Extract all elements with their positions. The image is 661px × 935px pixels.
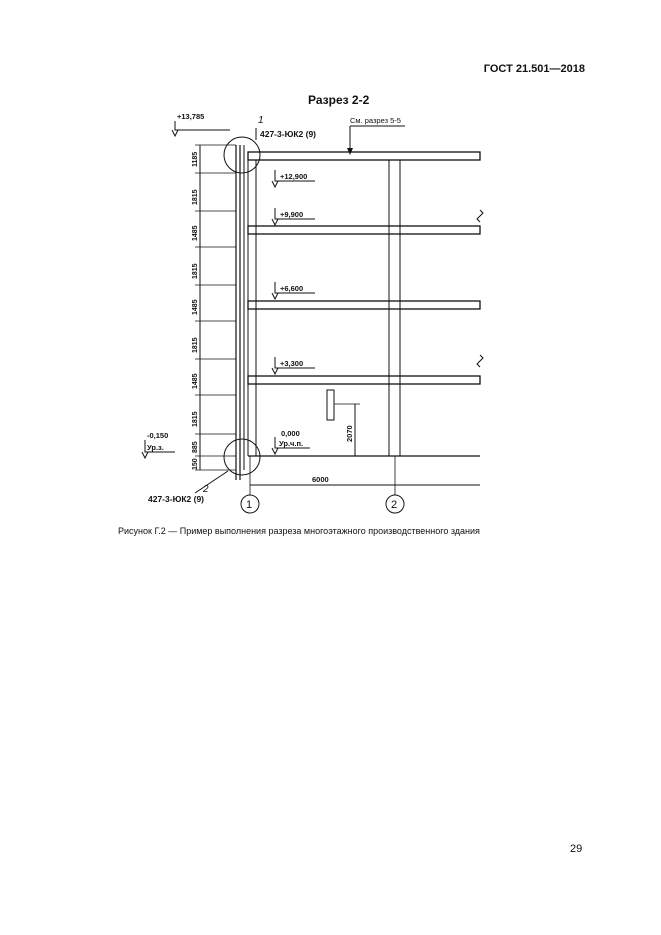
dim-v-1: 1185 <box>192 151 199 167</box>
dim-v-2: 1815 <box>192 189 199 205</box>
level-floor-value: 0,000 <box>281 429 300 438</box>
dim-v-10: 150 <box>192 458 199 470</box>
dim-v-7: 1485 <box>192 373 199 389</box>
axis-1-label: 1 <box>246 499 253 511</box>
level-l3: +9,900 <box>280 210 304 219</box>
callout-2-code: 427-3-ЮК2 (9) <box>148 494 205 504</box>
callout-2-number: 2 <box>203 484 209 495</box>
dim-door-height: 2070 <box>345 425 354 442</box>
dim-v-8: 1815 <box>192 411 199 427</box>
level-ground-label: Ур.з. <box>147 443 164 452</box>
dim-v-4: 1815 <box>192 263 199 279</box>
level-l4: +12,900 <box>280 172 308 181</box>
dim-v-3: 1485 <box>192 225 199 241</box>
level-ground-value: -0,150 <box>147 431 169 440</box>
dim-v-6: 1815 <box>192 337 199 353</box>
level-l1: +3,300 <box>280 359 304 368</box>
level-top: +13,785 <box>177 112 205 121</box>
reference-section: См. разрез 5-5 <box>350 116 401 125</box>
axis-2-label: 2 <box>391 499 398 511</box>
callout-1-code: 427-3-ЮК2 (9) <box>260 129 317 139</box>
callout-1-number: 1 <box>258 115 264 126</box>
dim-v-9: 885 <box>192 441 199 453</box>
figure-caption: Рисунок Г.2 — Пример выполнения разреза многоэтажного производственного здания <box>118 526 480 536</box>
section-title: Разрез 2-2 <box>308 93 370 107</box>
page-number: 29 <box>570 843 583 855</box>
dim-v-5: 1485 <box>192 299 199 315</box>
level-floor-label: Ур.ч.п. <box>279 439 304 448</box>
level-l2: +6,600 <box>280 284 304 293</box>
standard-code: ГОСТ 21.501—2018 <box>483 63 585 75</box>
dim-span: 6000 <box>312 475 329 484</box>
